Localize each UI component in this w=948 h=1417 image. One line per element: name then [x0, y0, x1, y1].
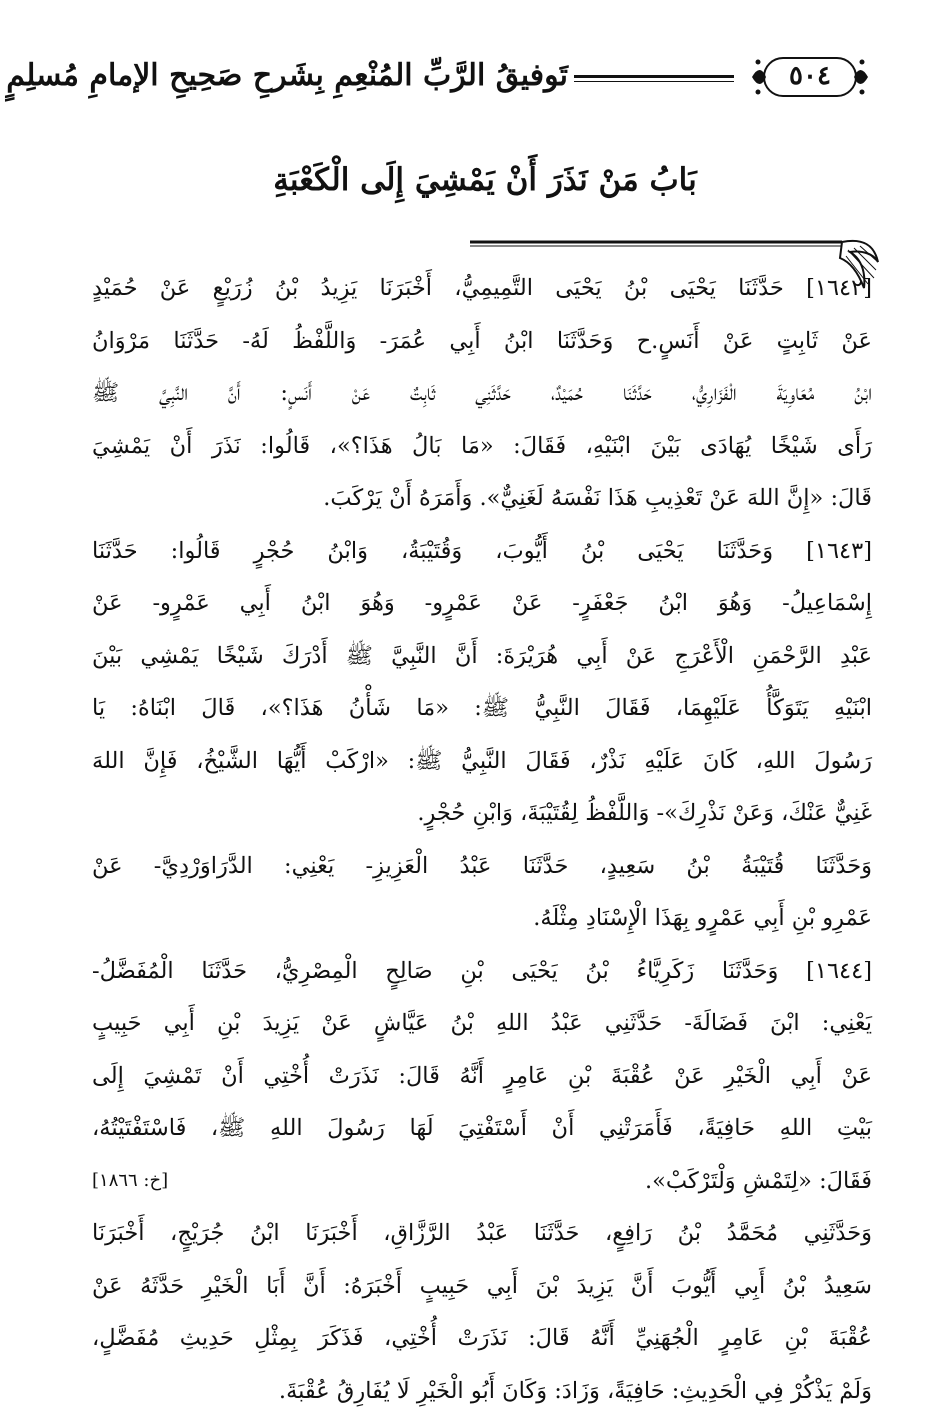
text-line: [١٦٤٢] حَدَّثَنَا يَحْيَى بْنُ يَحْيَى التَّمِيمِيُّ، أَخْبَرَنَا يَزِيدُ بْنُ زُرَيْعٍ عَنْ حُمَيْدٍ	[92, 262, 872, 315]
text-line: [١٦٤٤] وَحَدَّثَنَا زَكَرِيَّاءُ بْنُ يَحْيَى بْنِ صَالِحٍ الْمِصْرِيُّ، حَدَّثَنَا الْمُفَضَّلُ-	[92, 945, 872, 998]
text-line-with-reference	[92, 1155, 872, 1208]
text-line: عَنْ أَبِي الْخَيْرِ عَنْ عُقْبَةَ بْنِ عَامِرٍ أَنَّهُ قَالَ: نَذَرَتْ أُخْتِي أَنْ تَمْشِيَ إِلَى	[92, 1050, 872, 1103]
text-line: [١٦٤٣] وَحَدَّثَنَا يَحْيَى بْنُ أَيُّوبَ، وَقُتَيْبَةُ، وَابْنُ حُجْرٍ قَالُوا: حَدَّثَنَا	[92, 525, 872, 578]
text-line: سَعِيدُ بْنُ أَبِي أَيُّوبَ أَنَّ يَزِيدَ بْنَ أَبِي حَبِيبٍ أَخْبَرَهُ: أَنَّ أَبَا الْخَيْرِ حَدَّثَهُ عَنْ	[92, 1260, 872, 1313]
text-line: غَنِيٌّ عَنْكَ، وَعَنْ نَذْرِكَ»- وَاللَّفْظُ لِقُتَيْبَةَ، وَابْنِ حُجْرٍ.	[92, 787, 872, 840]
text-line: يَعْنِي: ابْنَ فَضَالَةَ- حَدَّثَنِي عَبْدُ اللهِ بْنُ عَيَّاشٍ عَنْ يَزِيدَ بْنِ أَبِي حَبِيبٍ	[92, 997, 872, 1050]
header-divider	[574, 75, 734, 78]
text-line: ابْنَيْهِ يَتَوَكَّأُ عَلَيْهِمَا، فَقَالَ النَّبِيُّ ﷺ: «مَا شَأْنُ هَذَا؟»، قَالَ ابْنَاهُ: يَا	[92, 682, 872, 735]
text-line: رَأَى شَيْخًا يُهَادَى بَيْنَ ابْنَيْهِ، فَقَالَ: «مَا بَالُ هَذَا؟»، قَالُوا: نَذَرَ أَنْ يَمْشِيَ	[92, 420, 872, 473]
text-line: ابْنُ مُعَاوِيَةَ الْفَزَارِيُّ، حَدَّثَنَا حُمَيْدٌ، حَدَّثَنِي ثَابِتٌ عَنْ أَنَسٍ: أَنَّ النَّبِيَّ ﷺ	[92, 367, 872, 420]
text-line: عَبْدِ الرَّحْمَنِ الْأَعْرَجِ عَنْ أَبِي هُرَيْرَةَ: أَنَّ النَّبِيَّ ﷺ أَدْرَكَ شَيْخًا يَمْشِي بَيْنَ	[92, 630, 872, 683]
cross-reference: [خ: ١٨٦٦]	[92, 1155, 168, 1208]
text-line: وَلَمْ يَذْكُرْ فِي الْحَدِيثِ: حَافِيَةً، وَزَادَ: وَكَانَ أَبُو الْخَيْرِ لَا يُفَارِقُ عُقْبَةَ.	[92, 1365, 872, 1417]
running-header	[98, 42, 870, 122]
book-title: تَوفيقُ الرَّبِّ المُنْعِمِ بِشَرحِ صَحِيحِ الإمامِ مُسلِمٍ	[98, 46, 568, 106]
chapter-heading: بَابُ مَنْ نَذَرَ أَنْ يَمْشِيَ إِلَى الْكَعْبَةِ	[100, 150, 870, 210]
text-line: عَنْ ثَابِتٍ عَنْ أَنَسٍ.ح وَحَدَّثَنَا ابْنُ أَبِي عُمَرَ- وَاللَّفْظُ لَهُ- حَدَّثَنَا مَرْوَانُ	[92, 315, 872, 368]
text-line: وَحَدَّثَنَا قُتَيْبَةُ بْنُ سَعِيدٍ، حَدَّثَنَا عَبْدُ الْعَزِيزِ- يَعْنِي: الدَّرَاوَرْدِيَّ- عَنْ	[92, 840, 872, 893]
text-line: إِسْمَاعِيلُ- وَهُوَ ابْنُ جَعْفَرٍ- عَنْ عَمْرٍو- وَهُوَ ابْنُ أَبِي عَمْرٍو- عَنْ	[92, 577, 872, 630]
hadith-text	[92, 262, 872, 1417]
text-line: فَقَالَ: «لِتَمْشِ وَلْتَرْكَبْ».	[645, 1155, 872, 1208]
text-line: عَمْرِو بْنِ أَبِي عَمْرٍو بِهَذَا الْإِسْنَادِ مِثْلَهُ.	[92, 892, 872, 945]
text-line: وَحَدَّثَنِي مُحَمَّدُ بْنُ رَافِعٍ، حَدَّثَنَا عَبْدُ الرَّزَّاقِ، أَخْبَرَنَا ابْنُ جُرَيْجٍ، أَخْبَرَنَا	[92, 1207, 872, 1260]
text-line: بَيْتِ اللهِ حَافِيَةً، فَأَمَرَتْنِي أَنْ أَسْتَفْتِيَ لَهَا رَسُولَ اللهِ ﷺ، فَاسْتَفْتَيْتُهُ،	[92, 1102, 872, 1155]
text-line: رَسُولَ اللهِ، كَانَ عَلَيْهِ نَذْرٌ، فَقَالَ النَّبِيُّ ﷺ: «ارْكَبْ أَيُّهَا الشَّيْخُ، فَإِنَّ اللهَ	[92, 735, 872, 788]
text-line: قَالَ: «إِنَّ اللهَ عَنْ تَعْذِيبِ هَذَا نَفْسَهُ لَغَنِيٌّ». وَأَمَرَهُ أَنْ يَرْكَبَ.	[92, 472, 872, 525]
page-number: ٥٠٤	[770, 56, 850, 96]
text-line: عُقْبَةَ بْنِ عَامِرٍ الْجُهَنِيِّ أَنَّهُ قَالَ: نَذَرَتْ أُخْتِي، فَذَكَرَ بِمِثْلِ حَدِيثِ مُفَضَّلٍ،	[92, 1312, 872, 1365]
